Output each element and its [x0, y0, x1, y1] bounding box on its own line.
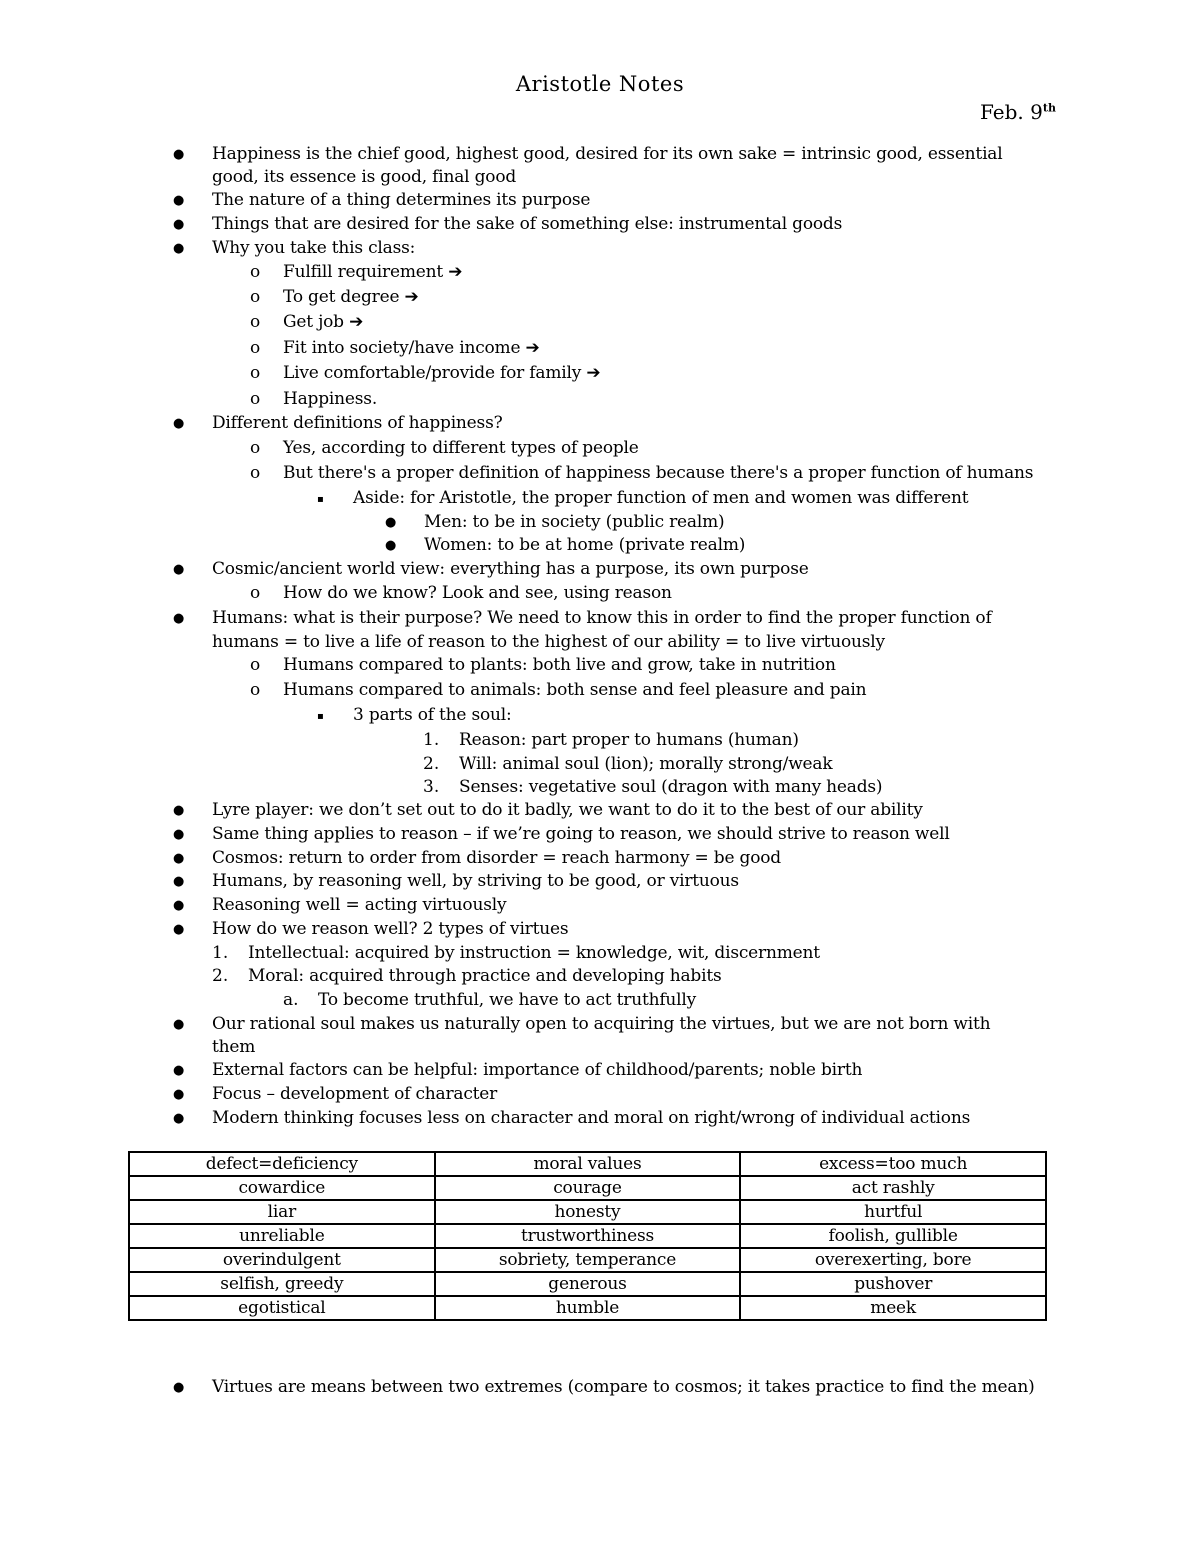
sub-bullet-marker: o — [250, 583, 261, 603]
note-line: Reasoning well = acting virtuously — [212, 895, 507, 915]
sub-bullet-marker: o — [250, 338, 261, 358]
square-bullet-marker: ▪ — [317, 711, 324, 722]
table-row — [129, 1224, 1046, 1248]
page-title: Aristotle Notes — [515, 72, 685, 96]
table-header-cell: moral values — [435, 1152, 741, 1176]
note-line: The nature of a thing determines its purpose — [212, 190, 591, 210]
bullet-marker: ● — [173, 874, 185, 889]
bullet-marker: ● — [173, 611, 185, 626]
bullet-marker: ● — [173, 1111, 185, 1126]
note-line: Fit into society/have income ➔ — [283, 338, 540, 358]
table-cell: overindulgent — [129, 1248, 435, 1272]
note-line: To become truthful, we have to act truthfully — [318, 990, 697, 1010]
number-marker: 2. — [212, 966, 229, 986]
note-line: Fulfill requirement ➔ — [283, 262, 463, 282]
note-line: Virtues are means between two extremes (compare to cosmos; it takes practice to find the mean) — [212, 1377, 1035, 1397]
date — [980, 100, 1056, 124]
note-line: Modern thinking focuses less on character and moral on right/wrong of individual actions — [212, 1108, 971, 1128]
note-line: How do we know? Look and see, using reason — [283, 583, 672, 603]
table-row — [129, 1176, 1046, 1200]
table-cell: humble — [435, 1296, 741, 1320]
letter-marker: a. — [283, 990, 299, 1010]
note-line: them — [212, 1037, 256, 1057]
bullet-marker: ● — [173, 241, 185, 256]
note-line: Reason: part proper to humans (human) — [459, 730, 799, 750]
bullet-marker: ● — [385, 515, 397, 530]
table-cell: foolish, gullible — [740, 1224, 1046, 1248]
note-line: Lyre player: we don’t set out to do it badly, we want to do it to the best of our ability — [212, 800, 923, 820]
bullet-marker: ● — [173, 803, 185, 818]
sub-bullet-marker: o — [250, 680, 261, 700]
table-row — [129, 1248, 1046, 1272]
bullet-marker: ● — [173, 898, 185, 913]
number-marker: 3. — [423, 777, 440, 797]
table-cell: hurtful — [740, 1200, 1046, 1224]
table-header-cell: excess=too much — [740, 1152, 1046, 1176]
bullet-marker: ● — [173, 851, 185, 866]
bullet-marker: ● — [173, 1017, 185, 1032]
table-cell: egotistical — [129, 1296, 435, 1320]
bullet-marker: ● — [173, 922, 185, 937]
note-line: Get job ➔ — [283, 312, 364, 332]
note-line: Same thing applies to reason – if we’re going to reason, we should strive to reason well — [212, 824, 950, 844]
table-cell: unreliable — [129, 1224, 435, 1248]
note-line: Humans compared to animals: both sense and feel pleasure and pain — [283, 680, 867, 700]
note-line: 3 parts of the soul: — [353, 705, 512, 725]
sub-bullet-marker: o — [250, 655, 261, 675]
note-line: To get degree ➔ — [283, 287, 419, 307]
table-cell: trustworthiness — [435, 1224, 741, 1248]
number-marker: 1. — [423, 730, 440, 750]
bullet-marker: ● — [173, 1380, 185, 1395]
note-line: Humans, by reasoning well, by striving to be good, or virtuous — [212, 871, 739, 891]
note-line: Aside: for Aristotle, the proper function of men and women was different — [353, 488, 969, 508]
note-line: Cosmos: return to order from disorder = reach harmony = be good — [212, 848, 781, 868]
note-line: Men: to be in society (public realm) — [424, 512, 725, 532]
bullet-marker: ● — [173, 1087, 185, 1102]
bullet-marker: ● — [385, 538, 397, 553]
sub-bullet-marker: o — [250, 389, 261, 409]
bullet-marker: ● — [173, 562, 185, 577]
table-cell: liar — [129, 1200, 435, 1224]
date-superscript: th — [1042, 101, 1056, 115]
note-line: How do we reason well? 2 types of virtues — [212, 919, 569, 939]
sub-bullet-marker: o — [250, 438, 261, 458]
note-line: Yes, according to different types of people — [283, 438, 639, 458]
note-line: Live comfortable/provide for family ➔ — [283, 363, 601, 383]
table-cell: overexerting, bore — [740, 1248, 1046, 1272]
note-line: Senses: vegetative soul (dragon with many heads) — [459, 777, 883, 797]
table-row — [129, 1296, 1046, 1320]
date-text: Feb. 9 — [980, 100, 1043, 124]
table-cell: act rashly — [740, 1176, 1046, 1200]
note-line: Happiness is the chief good, highest good, desired for its own sake = intrinsic good, essential — [212, 144, 1003, 164]
note-line: good, its essence is good, final good — [212, 167, 517, 187]
table-row — [129, 1272, 1046, 1296]
bullet-marker: ● — [173, 1063, 185, 1078]
table-cell: sobriety, temperance — [435, 1248, 741, 1272]
note-line: Intellectual: acquired by instruction = knowledge, wit, discernment — [248, 943, 820, 963]
sub-bullet-marker: o — [250, 312, 261, 332]
sub-bullet-marker: o — [250, 287, 261, 307]
bullet-marker: ● — [173, 416, 185, 431]
bullet-marker: ● — [173, 193, 185, 208]
table-cell: pushover — [740, 1272, 1046, 1296]
note-line: Things that are desired for the sake of something else: instrumental goods — [212, 214, 843, 234]
sub-bullet-marker: o — [250, 363, 261, 383]
note-line: Happiness. — [283, 389, 378, 409]
bullet-marker: ● — [173, 217, 185, 232]
note-line: Different definitions of happiness? — [212, 413, 503, 433]
sub-bullet-marker: o — [250, 463, 261, 483]
bullet-marker: ● — [173, 827, 185, 842]
note-line: Will: animal soul (lion); morally strong/weak — [459, 754, 833, 774]
note-line: Humans compared to plants: both live and grow, take in nutrition — [283, 655, 836, 675]
sub-bullet-marker: o — [250, 262, 261, 282]
square-bullet-marker: ▪ — [317, 494, 324, 505]
note-line: Moral: acquired through practice and developing habits — [248, 966, 722, 986]
note-line: Focus – development of character — [212, 1084, 498, 1104]
table-cell: selfish, greedy — [129, 1272, 435, 1296]
table-header-cell: defect=deficiency — [129, 1152, 435, 1176]
number-marker: 2. — [423, 754, 440, 774]
table-cell: courage — [435, 1176, 741, 1200]
note-line: Humans: what is their purpose? We need to know this in order to find the proper function of — [212, 608, 992, 628]
note-line: humans = to live a life of reason to the highest of our ability = to live virtuously — [212, 632, 885, 652]
table-cell: honesty — [435, 1200, 741, 1224]
table-cell: generous — [435, 1272, 741, 1296]
note-line: Our rational soul makes us naturally open to acquiring the virtues, but we are not born with — [212, 1014, 991, 1034]
note-line: Cosmic/ancient world view: everything has a purpose, its own purpose — [212, 559, 809, 579]
note-line: But there's a proper definition of happiness because there's a proper function of humans — [283, 463, 1034, 483]
table-cell: cowardice — [129, 1176, 435, 1200]
note-line: Why you take this class: — [212, 238, 416, 258]
note-line: External factors can be helpful: importance of childhood/parents; noble birth — [212, 1060, 863, 1080]
virtues-table — [128, 1151, 1047, 1321]
table-row — [129, 1200, 1046, 1224]
bullet-marker: ● — [173, 147, 185, 162]
table-cell: meek — [740, 1296, 1046, 1320]
number-marker: 1. — [212, 943, 229, 963]
table-header-row — [129, 1152, 1046, 1176]
note-line: Women: to be at home (private realm) — [424, 535, 746, 555]
